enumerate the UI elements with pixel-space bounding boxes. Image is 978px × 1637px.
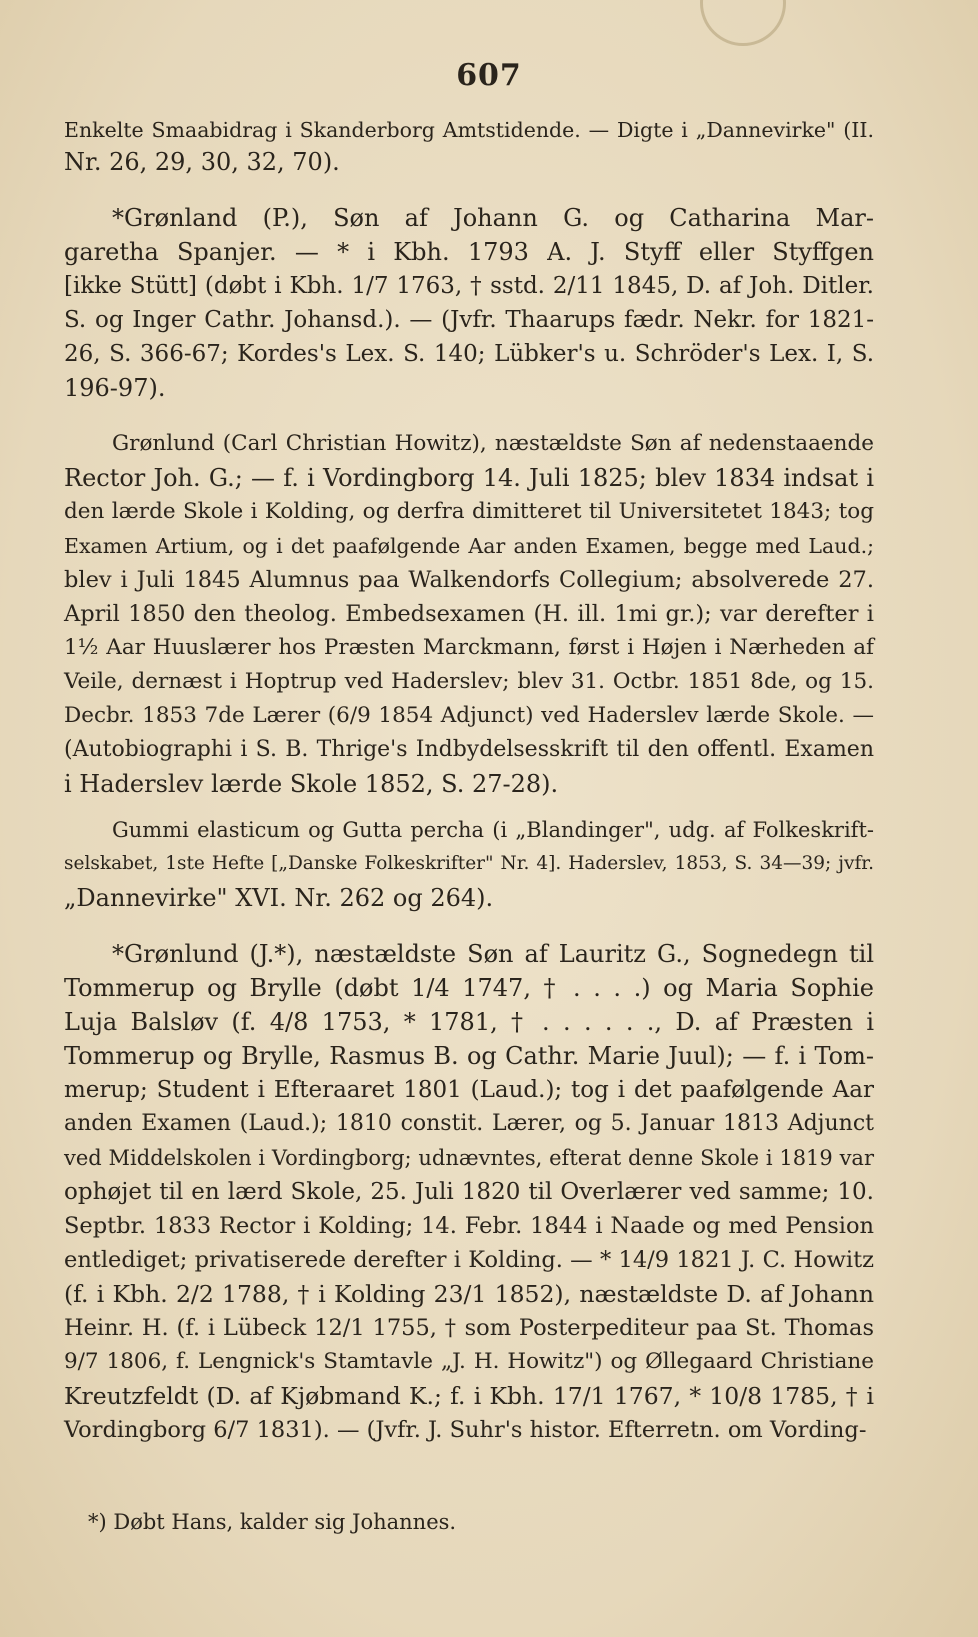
text-line: Vordingborg 6/7 1831). — (Jvfr. J. Suhr's histor. Efterretn. om Vording-	[64, 1417, 867, 1443]
text-line: merup; Student i Efteraaret 1801 (Laud.); tog i det paafølgende Aar	[64, 1077, 874, 1103]
text-line: selskabet, 1ste Hefte [„Danske Folkeskrifter" Nr. 4]. Haderslev, 1853, S. 34—39; jvfr.	[64, 853, 874, 874]
text-line: Tommerup og Brylle (døbt 1/4 1747, † . . . .) og Maria Sophie	[64, 974, 874, 1002]
text-line: Enkelte Smaabidrag i Skanderborg Amtstidende. — Digte i „Dannevirke" (II.	[64, 118, 874, 142]
text-line: (Autobiographi i S. B. Thrige's Indbydelsesskrift til den offentl. Examen	[64, 737, 874, 762]
text-line: Grønlund (Carl Christian Howitz), næstældste Søn af nedenstaaende	[112, 431, 874, 456]
text-line: 1½ Aar Huuslærer hos Præsten Marckmann, først i Højen i Nærheden af	[64, 635, 874, 660]
text-line: Rector Joh. G.; — f. i Vordingborg 14. Juli 1825; blev 1834 indsat i	[64, 464, 874, 492]
text-line: ved Middelskolen i Vordingborg; udnævntes, efterat denne Skole i 1819 var	[64, 1146, 874, 1170]
text-line: den lærde Skole i Kolding, og derfra dimitteret til Universitetet 1843; tog	[64, 499, 874, 524]
text-line: 26, S. 366-67; Kordes's Lex. S. 140; Lübker's u. Schröder's Lex. I, S.	[64, 341, 874, 367]
text-line: Tommerup og Brylle, Rasmus B. og Cathr. Marie Juul); — f. i Tom-	[64, 1042, 874, 1070]
footnote: *) Døbt Hans, kalder sig Johannes.	[88, 1510, 457, 1534]
text-line: Heinr. H. (f. i Lübeck 12/1 1755, † som Posterpediteur paa St. Thomas	[64, 1315, 874, 1341]
text-line: S. og Inger Cathr. Johansd.). — (Jvfr. Thaarups fædr. Nekr. for 1821-	[64, 307, 874, 333]
text-line: anden Examen (Laud.); 1810 constit. Lærer, og 5. Januar 1813 Adjunct	[64, 1111, 874, 1136]
text-line: (f. i Kbh. 2/2 1788, † i Kolding 23/1 1852), næstældste D. af Johann	[64, 1280, 874, 1308]
text-line: i Haderslev lærde Skole 1852, S. 27-28).	[64, 770, 559, 798]
text-line: *Grønlund (J.*), næstældste Søn af Lauritz G., Sognedegn til	[112, 940, 874, 968]
text-line: „Dannevirke" XVI. Nr. 262 og 264).	[64, 884, 494, 912]
text-line: entlediget; privatiserede derefter i Kolding. — * 14/9 1821 J. C. Howitz	[64, 1247, 874, 1273]
text-line: *Grønland (P.), Søn af Johann G. og Catharina Mar-	[112, 204, 874, 232]
text-line: [ikke Stütt] (døbt i Kbh. 1/7 1763, † sstd. 2/11 1845, D. af Joh. Ditler.	[64, 273, 874, 299]
page-corner-mark	[700, 0, 786, 46]
text-line: 9/7 1806, f. Lengnick's Stamtavle „J. H. Howitz") og Øllegaard Christiane	[64, 1349, 874, 1374]
text-line: Examen Artium, og i det paafølgende Aar anden Examen, begge med Laud.;	[64, 534, 874, 558]
text-line: Decbr. 1853 7de Lærer (6/9 1854 Adjunct) ved Haderslev lærde Skole. —	[64, 703, 874, 728]
text-line: 196-97).	[64, 374, 166, 402]
text-line: ophøjet til en lærd Skole, 25. Juli 1820 til Overlærer ved samme; 10.	[64, 1179, 874, 1205]
text-line: Luja Balsløv (f. 4/8 1753, * 1781, † . . . . . ., D. af Præsten i	[64, 1008, 874, 1036]
text-line: Veile, dernæst i Hoptrup ved Haderslev; blev 31. Octbr. 1851 8de, og 15.	[64, 669, 874, 694]
page-number: 607	[456, 58, 522, 93]
text-line: April 1850 den theolog. Embedsexamen (H. ill. 1mi gr.); var derefter i	[64, 601, 874, 627]
text-line: blev i Juli 1845 Alumnus paa Walkendorfs Collegium; absolverede 27.	[64, 567, 874, 593]
text-line: garetha Spanjer. — * i Kbh. 1793 A. J. Styff eller Styffgen	[64, 238, 874, 266]
text-line: Septbr. 1833 Rector i Kolding; 14. Febr. 1844 i Naade og med Pension	[64, 1213, 874, 1239]
text-line: Kreutzfeldt (D. af Kjøbmand K.; f. i Kbh. 17/1 1767, * 10/8 1785, † i	[64, 1382, 874, 1410]
text-line: Gummi elasticum og Gutta percha (i „Blandinger", udg. af Folkeskrift-	[112, 818, 874, 842]
text-line: Nr. 26, 29, 30, 32, 70).	[64, 148, 340, 176]
